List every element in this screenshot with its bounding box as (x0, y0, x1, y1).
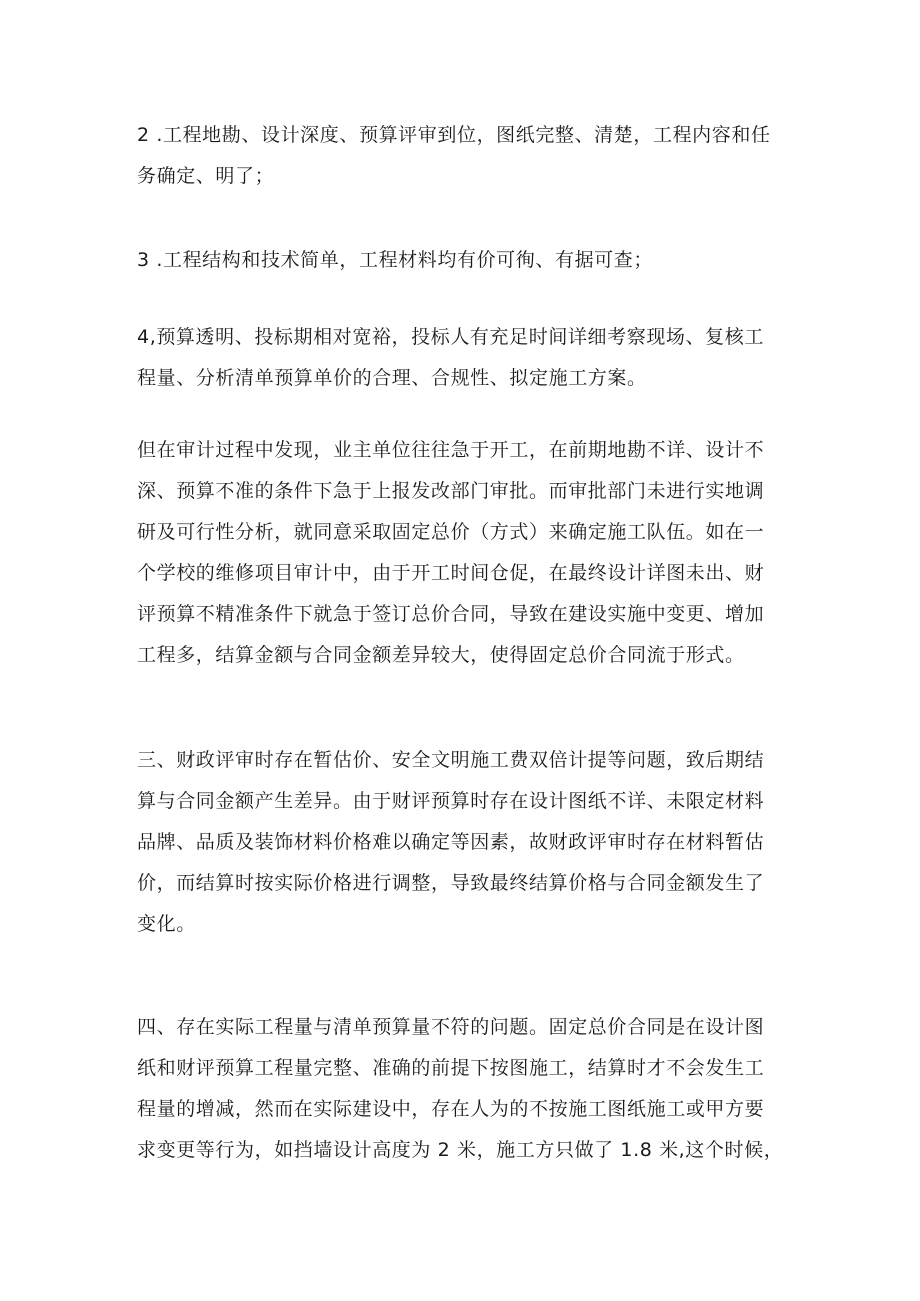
text-line: 4,预算透明、投标期相对宽裕，投标人有充足时间详细考察现场、复核工 (137, 326, 764, 348)
text-line: 三、财政评审时存在暂估价、安全文明施工费双倍计提等问题，致后期结 (137, 749, 765, 771)
paragraph-item-4 (137, 317, 797, 399)
text-line: 价，而结算时按实际价格进行调整，导致最终结算价格与合同金额发生了 (137, 872, 765, 894)
text-line: 算与合同金额产生差异。由于财评预算时存在设计图纸不详、未限定材料 (137, 790, 765, 812)
text-line: 工程多，结算金额与合同金额差异较大，使得固定总价合同流于形式。 (137, 644, 745, 666)
text-line: 求变更等行为，如挡墙设计高度为 2 米，施工方只做了 1.8 米,这个时候， (137, 1139, 784, 1161)
text-line: 品牌、品质及装饰材料价格难以确定等因素，故财政评审时存在材料暂估 (137, 831, 765, 853)
text-line: 但在审计过程中发现，业主单位往往急于开工，在前期地勘不详、设计不 (137, 439, 765, 461)
text-line: 四、存在实际工程量与清单预算量不符的问题。固定总价合同是在设计图 (137, 1016, 765, 1038)
text-line: 2 .工程地勘、设计深度、预算评审到位，图纸完整、清楚，工程内容和任 (137, 124, 771, 146)
text-line: 变化。 (137, 913, 196, 935)
text-line: 程量的增减，然而在实际建设中，存在人为的不按施工图纸施工或甲方要 (137, 1098, 765, 1120)
text-line: 个学校的维修项目审计中，由于开工时间仓促，在最终设计详图未出、财 (137, 562, 765, 584)
text-line: 评预算不精准条件下就急于签订总价合同，导致在建设实施中变更、增加 (137, 603, 765, 625)
text-line: 纸和财评预算工程量完整、准确的前提下按图施工，结算时才不会发生工 (137, 1057, 765, 1079)
text-line: 务确定、明了； (137, 165, 275, 187)
paragraph-audit-findings (137, 430, 797, 676)
paragraph-item-3 (137, 240, 797, 281)
text-line: 深、预算不准的条件下急于上报发改部门审批。而审批部门未进行实地调 (137, 480, 765, 502)
text-line: 程量、分析清单预算单价的合理、合规性、拟定施工方案。 (137, 367, 647, 389)
paragraph-item-2 (137, 115, 797, 197)
text-line: 研及可行性分析，就同意采取固定总价（方式）来确定施工队伍。如在一 (137, 521, 765, 543)
text-line: 3 .工程结构和技术简单，工程材料均有价可徇、有据可查； (137, 249, 653, 271)
paragraph-section-three (137, 740, 797, 945)
paragraph-section-four (137, 1007, 797, 1171)
